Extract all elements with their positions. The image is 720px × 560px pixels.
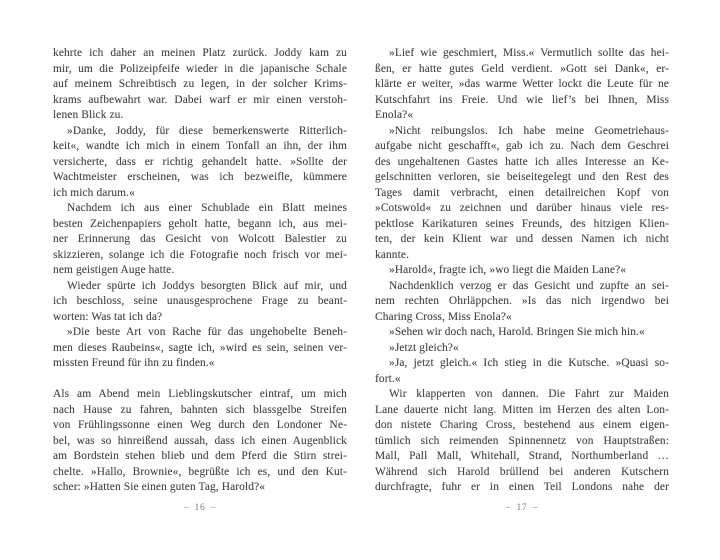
page-left (53, 46, 347, 513)
text-line: Als am Abend mein Lieblingskutscher eintraf, um mich (53, 388, 347, 400)
page-number-right: – 17 – (505, 502, 539, 513)
text-line: »Cotswold« zu zeichnen und darüber hinaus viele res- (375, 202, 669, 214)
text-line: bel, was so hinreißend aussah, dass ich einen Augenblick (53, 434, 347, 447)
text-line: fort.« (375, 372, 401, 385)
text-line: tümlich sich reimenden Spinnennetz von Hauptstraßen: (375, 434, 669, 447)
text-line: nach Hause zu fahren, bahnten sich blassgelbe Streifen (53, 403, 347, 416)
text-line: »Nicht reibungslos. Ich habe meine Geometriehaus- (389, 124, 669, 137)
text-line: »Lief wie geschmiert, Miss.« Vermutlich sollte das hei- (389, 47, 669, 59)
text-line: Charing Cross, Miss Enola?« (375, 310, 512, 323)
text-line: chelte. »Hallo, Brownie«, begrüßte ich es, und den Kut- (53, 465, 347, 478)
text-line: durchfragte, fuhr er in einen Teil Londons nahe der (375, 481, 669, 493)
page-left-text (53, 46, 347, 496)
text-line: Kutschfahrt ins Freie. Und wie lief’s bei Ihnen, Miss (375, 93, 669, 106)
text-line: kehrte ich daher an meinen Platz zurück. Joddy kam zu (53, 47, 347, 59)
text-line: Wieder spürte ich Joddys besorgten Blick auf mir, und (67, 279, 347, 292)
text-line: Während sich Harold brüllend bei anderen Kutschern (375, 465, 669, 478)
text-line: auf meinem Schreibtisch zu legen, in der solcher Krims- (53, 78, 347, 90)
text-line: don nistete Charing Cross, bestehend aus einem eigen- (375, 419, 669, 431)
text-line: »Die beste Art von Rache für das ungehobelte Beneh- (67, 326, 347, 338)
text-line: Wir klapperten von dannen. Die Fahrt zur Maiden (389, 388, 669, 400)
text-line: Nachdem ich aus einer Schublade ein Blatt meines (67, 202, 347, 214)
text-line: des ungehaltenen Gastes hatte ich alles Interesse an Ke- (375, 155, 669, 168)
text-line: lenen Blick zu. (53, 109, 124, 121)
text-line: »Danke, Joddy, für diese bemerkenswerte Ritterlich- (67, 124, 347, 137)
text-line: am Bordstein stehen blieb und dem Pferd die Stirn strei- (53, 450, 347, 462)
page-number-left: – 16 – (183, 502, 217, 513)
text-line: Mall, Pall Mall, Whitehall, Strand, Northumberland … (375, 450, 669, 462)
text-line: men dieses Raubeins«, sagte ich, »wird es sein, seinen ver- (53, 341, 347, 354)
text-line: versicherte, dass er richtig gehandelt hatte. »Sollte der (53, 155, 347, 168)
text-line: skizzieren, solange ich die Fotografie noch frisch vor mei- (53, 248, 347, 261)
text-line: ßen, er hatte gutes Geld verdient. »Gott sei Dank«, er- (375, 62, 669, 75)
text-line: Nachdenklich verzog er das Gesicht und zupfte an sei- (389, 279, 669, 292)
text-line: Wachtmeister erscheinen, was ich bezweifle, kümmere (53, 171, 347, 183)
text-line: gelschnitten verloren, sie beiseitegelegt und den Rest des (375, 171, 669, 183)
text-line: kannte. (375, 248, 410, 261)
text-line: Enola?« (375, 109, 414, 121)
text-line: von Frühlingssonne einen Weg durch den Londoner Ne- (53, 419, 347, 431)
text-line: pektlose Karikaturen seines Freunds, des hitzigen Klien- (375, 217, 669, 230)
text-line: aufgabe nicht geschafft«, gab ich zu. Nach dem Geschrei (375, 140, 669, 152)
text-line: Tages damit verbracht, einen detailreichen Kopf von (375, 186, 669, 199)
text-line: mir, um die Polizeipfeife wieder in die japanische Schale (53, 62, 347, 75)
text-line: »Ja, jetzt gleich.« Ich stieg in die Kutsche. »Quasi so- (389, 357, 669, 369)
text-line: nem rechten Ohrläppchen. »Is das nich irgendwo bei (375, 295, 669, 307)
text-line: Lane dauerte nicht lang. Mitten im Herzen des alten Lon- (375, 403, 669, 416)
text-line: krams aufbewahrt war. Dabei warf er mir einen verstoh- (53, 93, 347, 106)
text-line: ten, der kein Klient war und dessen Namen ich nicht (375, 233, 669, 245)
text-line: keit«, wandte ich mich in einem Tonfall an ihn, der ihm (53, 140, 347, 152)
text-line: ich mich darum.« (53, 186, 135, 199)
text-line: »Harold«, fragte ich, »wo liegt die Maiden Lane?« (389, 264, 627, 276)
text-line: worten: Was tat ich da? (53, 310, 163, 323)
text-line: nem geistigen Auge hatte. (53, 264, 175, 276)
text-line: klärte er weiter, »das warme Wetter lockt die Leute für ne (375, 78, 669, 90)
text-line: »Jetzt gleich?« (389, 341, 459, 354)
page-right (375, 46, 669, 513)
text-line: ich beschloss, seine unausgesprochene Frage zu beant- (53, 295, 347, 307)
page-right-text (375, 46, 669, 496)
text-line: missten Freund für ihn zu finden.« (53, 357, 215, 369)
text-line: »Sehen wir doch nach, Harold. Bringen Sie mich hin.« (389, 326, 645, 338)
blank-line (53, 372, 347, 388)
text-line: scher: »Hatten Sie einen guten Tag, Harold?« (53, 481, 266, 493)
text-line: ner Erinnerung das Gesicht von Wolcott Balestier zu (53, 233, 347, 245)
text-line: besten Zeichenpapiers geholt hatte, begann ich, aus mei- (53, 217, 347, 230)
